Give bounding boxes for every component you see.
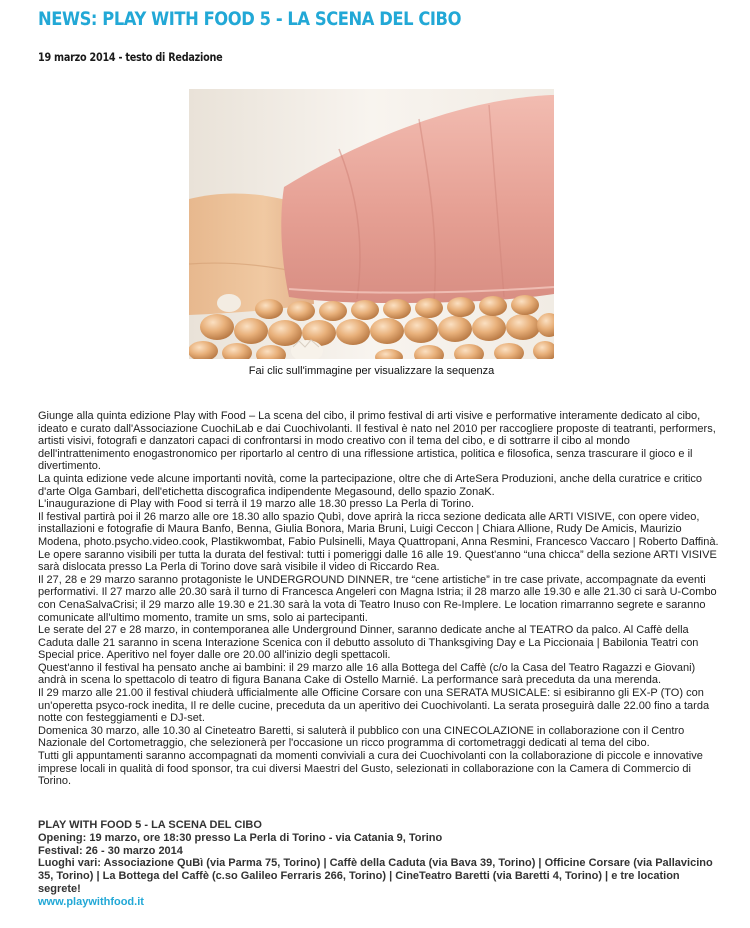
image-caption: Fai clic sull'immagine per visualizzare la sequenza [248,365,495,377]
article-paragraph: Il 27, 28 e 29 marzo saranno protagoniste le UNDERGROUND DINNER, tre “cene artistiche” in tre case private, accompagnate da eventi performativi. Il 27 marzo alle 20.30 sarà il turno di Francesca Angeleri con Magna Istria; il 28 marzo alle 19.30 e alle 21.30 ci sarà U-Combo con CenaSalvaCrisi; il 29 marzo alle 19.30 e 21.30 sarà la vota di Teatro Inuso con Re-Implere. Le location rimarranno segrete e saranno comunicate all'ultimo momento, tramite un sms, solo ai partecipanti. [38,573,717,624]
event-info [38,819,724,909]
article-paragraph: Le opere saranno visibili per tutta la durata del festival: tutti i pomeriggi dalle 16 alle 19. Quest'anno “una chicca” della sezione ARTI VISIVE sarà dislocata presso La Perla di Torino dove sarà visibile il video di Riccardo Rea. [38,548,717,574]
article-paragraph: Tutti gli appuntamenti saranno accompagnati da momenti conviviali a cura dei Cuochivolanti con la collaborazione di piccole e innovative imprese locali in qualità di food sponsor, tra cui diversi Maestri del Gusto, selezionati in collaborazione con la Camera di Commercio di Torino. [38,750,703,788]
article-paragraph: La quinta edizione vede alcune importanti novità, come la partecipazione, oltre che di ArteSera Produzioni, anche della curatrice e critico d'arte Olga Gambari, dell'etichetta discografica indipendente Megasound, dello spazio ZonaK. [38,472,703,498]
event-dates: Festival: 26 - 30 marzo 2014 [38,844,183,857]
article-paragraph: Il 29 marzo alle 21.00 il festival chiuderà ufficialmente alle Officine Corsare con una SERATA MUSICALE: si esibiranno gli EX-P (TO) con un'operetta psyco-rock inedita, Il re delle cucine, preceduta da un aperitivo dei Cuochivolanti. La serata proseguirà dalle 22.00 fino a tarda notte con festeggiamenti e DJ-set. [38,687,710,725]
event-opening: Opening: 19 marzo, ore 18:30 presso La Perla di Torino - via Catania 9, Torino [38,831,443,844]
article-paragraph: Giunge alla quinta edizione Play with Food – La scena del cibo, il primo festival di arti visive e performative interamente dedicato al cibo, ideato e curato dall'Associazione CuochiLab e dai Cuochivolanti. Il festival è nato nel 2010 per raccogliere proposte di teatranti, performers, artisti visivi, fotografi e danzatori capaci di confrontarsi in modo creativo con il tema del cibo, e di sottrarre il cibo al mondo dell'intrattenimento enogastronomico per riportarlo al centro di una riflessione artistica, politica e filosofica, senza trascurare il gioco e il divertimento. [38,410,716,473]
article-paragraph: Il festival partirà poi il 26 marzo alle ore 18.30 allo spazio Qubì, dove aprirà la ricca sezione dedicata alle ARTI VISIVE, con opere video, installazioni e fotografie di Maura Banfo, Benna, Giulia Bonora, Maria Bruni, Luigi Ceccon | Chiara Allione, Rudy De Amicis, Maurizio Modena, photo.psycho.video.cook, Plastikwombat, Fabio Pulsinelli, Maya Quattropani, Anna Resmini, Francesco Vaccaro | Roberto Daffinà. [38,510,719,548]
sequence-photo [189,89,554,359]
article-paragraph: Quest'anno il festival ha pensato anche ai bambini: il 29 marzo alle 16 alla Bottega del Caffè (c/o la Casa del Teatro Ragazzi e Giovani) andrà in scena lo spettacolo di teatro di figura Banana Cake di Ostello Marnié. La performance sarà preceduta da una merenda. [38,661,696,687]
article-paragraph: L'inaugurazione di Play with Food si terrà il 19 marzo alle 18.30 presso La Perla di Torino. [38,498,475,511]
article-paragraph: Domenica 30 marzo, alle 10.30 al Cineteatro Baretti, si saluterà il pubblico con una CINECOLAZIONE in collaborazione con il Centro Nazionale del Cortometraggio, che selezionerà per l'occasione un ricco programma di cortometraggi dedicati al tema del cibo. [38,724,685,750]
website-link[interactable]: www.playwithfood.it [38,895,144,908]
sequence-photo-link[interactable] [189,89,554,359]
event-title: PLAY WITH FOOD 5 - LA SCENA DEL CIBO [38,819,262,831]
article-paragraph: Le serate del 27 e 28 marzo, in contemporanea alle Underground Dinner, saranno dedicate anche al TEATRO da palco. Al Caffè della Caduta dalle 21 saranno in scena Interazione Scenica con il debutto assoluto di Thanksgiving Day e La Piccionaia | Babilonia Teatri con Special price. Aperitivo nel foyer dalle ore 20.00 all'inizio degli spettacoli. [38,624,699,662]
event-venues: Luoghi vari: Associazione QuBì (via Parma 75, Torino) | Caffè della Caduta (via Bava 39, Torino) | Officine Corsare (via Pallavicino 35, Torino) | La Bottega del Caffè (c.so Galileo Ferraris 266, Torino) | CineTeatro Baretti (via Baretti 4, Torino) | e tre location segrete! [38,857,713,895]
article-body [38,410,724,788]
article-title: NEWS: PLAY WITH FOOD 5 - LA SCENA DEL CIBO [38,8,462,30]
article-byline: 19 marzo 2014 - testo di Redazione [38,50,223,64]
